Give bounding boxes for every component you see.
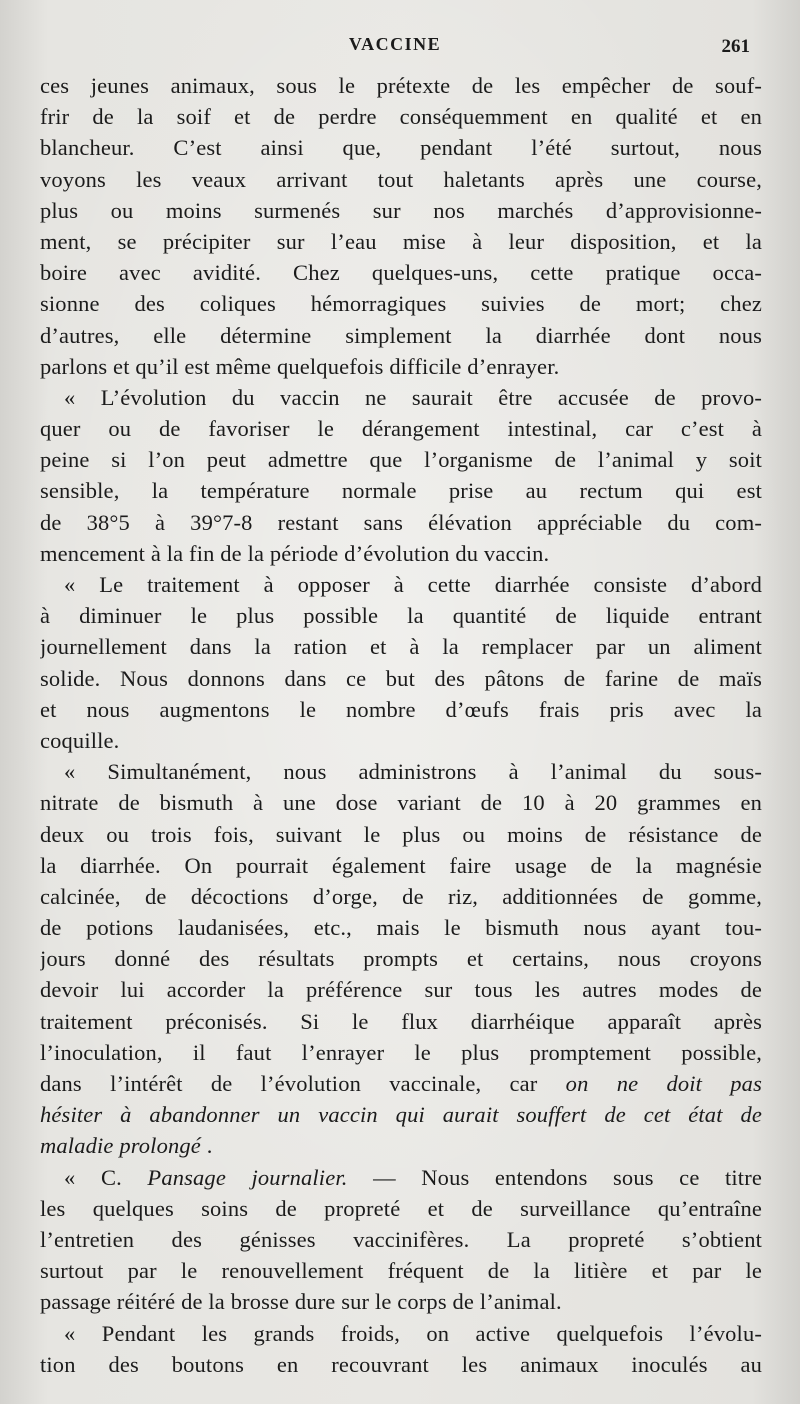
text-line: les quelques soins de propreté et de surveillance qu’entraîne — [40, 1195, 762, 1221]
text-line: tion des boutons en recouvrant les animaux inoculés au — [40, 1351, 762, 1377]
text-line: la diarrhée. On pourrait également faire usage de la magnésie — [40, 852, 762, 878]
text-line: boire avec avidité. Chez quelques-uns, cette pratique occa- — [40, 260, 762, 286]
text-line: solide. Nous donnons dans ce but des pâtons de farine de maïs — [40, 665, 762, 691]
text-line: calcinée, de décoctions d’orge, de riz, additionnées de gomme, — [40, 883, 762, 909]
text-line: coquille. — [40, 727, 120, 753]
text-line: de potions laudanisées, etc., mais le bismuth nous ayant tou- — [40, 915, 762, 941]
text-line: mencement à la fin de la période d’évolution du vaccin. — [40, 540, 550, 566]
text-line: ment, se précipiter sur l’eau mise à leur disposition, et la — [40, 228, 762, 254]
running-head — [0, 34, 800, 60]
text-line: blancheur. C’est ainsi que, pendant l’été surtout, nous — [40, 135, 762, 161]
text-line: sensible, la température normale prise au rectum qui est — [40, 478, 762, 504]
body-text — [40, 70, 762, 1380]
running-title: VACCINE — [348, 34, 442, 54]
text-line: d’autres, elle détermine simplement la diarrhée dont nous — [40, 322, 762, 348]
text-line: et nous augmentons le nombre d’œufs frais pris avec la — [40, 696, 762, 722]
text-line: l’entretien des génisses vaccinifères. La propreté s’obtient — [40, 1226, 762, 1252]
text-line: peine si l’on peut admettre que l’organisme de l’animal y soit — [40, 447, 762, 473]
paragraph-start-line: « Simultanément, nous administrons à l’animal du sous- — [64, 759, 762, 785]
text-line: sionne des coliques hémorragiques suivies de mort; chez — [40, 291, 762, 317]
paragraph-start-line: « Le traitement à opposer à cette diarrhée consiste d’abord — [64, 572, 762, 597]
text-line: jours donné des résultats prompts et certains, nous croyons — [40, 946, 762, 972]
text-line: quer ou de favoriser le dérangement intestinal, car c’est à — [40, 416, 762, 442]
text-line: maladie prolongé . — [40, 1133, 213, 1159]
text-line: voyons les veaux arrivant tout haletants après une course, — [40, 166, 762, 192]
text-line: de 38°5 à 39°7-8 restant sans élévation appréciable du com- — [40, 509, 762, 535]
text-line: frir de la soif et de perdre conséquemment en qualité et en — [40, 104, 762, 130]
text-line: passage réitéré de la brosse dure sur le corps de l’animal. — [40, 1289, 562, 1315]
text-line: hésiter à abandonner un vaccin qui aurait souffert de cet état de — [40, 1102, 762, 1128]
text-line: plus ou moins surmenés sur nos marchés d’approvisionne- — [40, 197, 762, 223]
paragraph-start-line: « C. Pansage journalier. — Nous entendons sous ce titre — [64, 1164, 762, 1190]
paragraph-start-line: « Pendant les grands froids, on active quelquefois l’évolu- — [64, 1320, 762, 1346]
text-line: ces jeunes animaux, sous le prétexte de les empêcher de souf- — [40, 73, 762, 98]
text-line: nitrate de bismuth à une dose variant de 10 à 20 grammes en — [40, 790, 762, 816]
text-line: surtout par le renouvellement fréquent de la litière et par le — [40, 1258, 762, 1284]
text-line: parlons et qu’il est même quelquefois difficile d’enrayer. — [40, 353, 560, 379]
text-line: dans l’intérêt de l’évolution vaccinale, car on ne doit pas — [40, 1071, 762, 1096]
text-line: l’inoculation, il faut l’enrayer le plus promptement possible, — [40, 1039, 762, 1065]
text-line: deux ou trois fois, suivant le plus ou moins de résistance de — [40, 821, 762, 847]
paragraph-start-line: « L’évolution du vaccin ne saurait être accusée de provo- — [64, 384, 762, 410]
text-line: à diminuer le plus possible la quantité de liquide entrant — [40, 603, 762, 629]
text-line: devoir lui accorder la préférence sur tous les autres modes de — [40, 977, 762, 1003]
text-line: journellement dans la ration et à la remplacer par un aliment — [40, 634, 762, 660]
page-number: 261 — [721, 36, 750, 57]
text-line: traitement préconisés. Si le flux diarrhéique apparaît après — [40, 1008, 762, 1034]
